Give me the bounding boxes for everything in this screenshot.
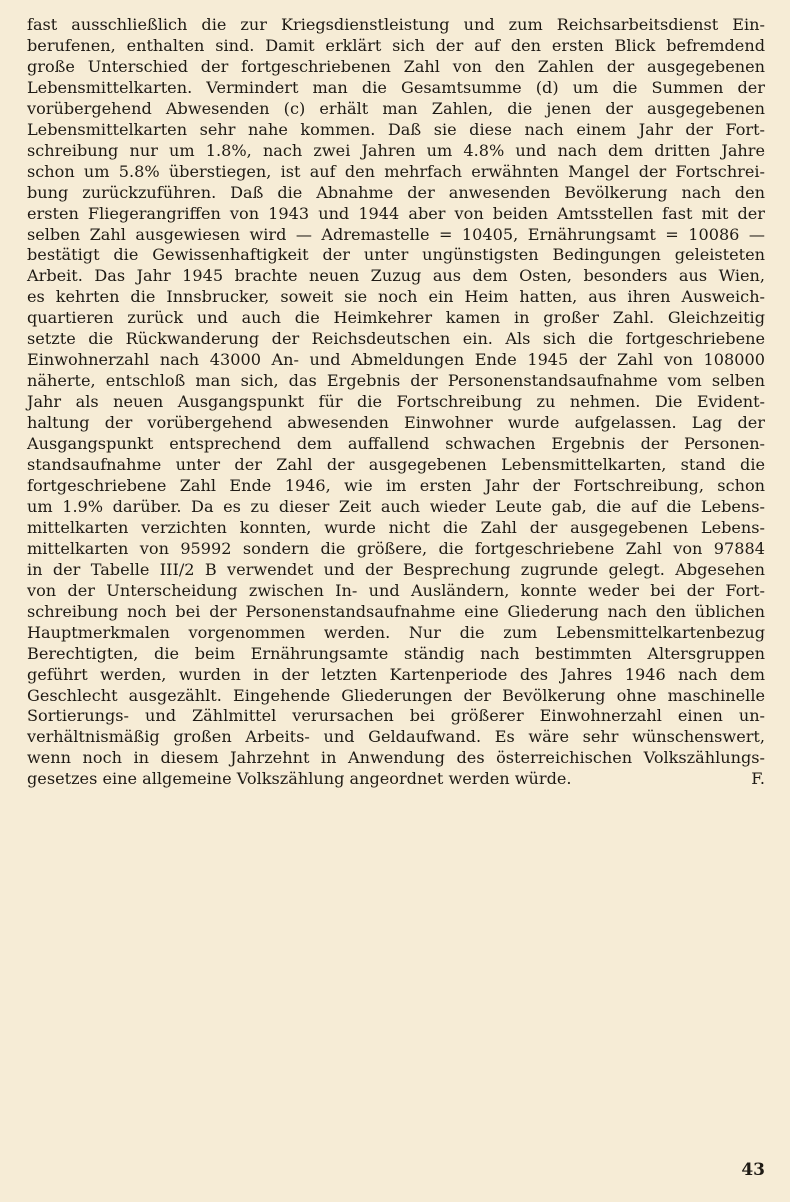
text-line: Lebensmittelkarten sehr nahe kommen. Daß sie diese nach einem Jahr der Fort-: [27, 119, 765, 139]
text-line: schreibung nur um 1.8%, nach zwei Jahren um 4.8% und nach dem dritten Jahre: [27, 140, 765, 160]
text-line: Arbeit. Das Jahr 1945 brachte neuen Zuzug aus dem Osten, besonders aus Wien,: [27, 266, 765, 286]
text-line: vorübergehend Abwesenden (c) erhält man Zahlen, die jenen der ausgegebenen: [27, 98, 765, 118]
text-line: große Unterschied der fortgeschriebenen Zahl von den Zahlen der ausgegebenen: [27, 56, 765, 76]
body-paragraph: [27, 15, 765, 790]
text-line: fast ausschließlich die zur Kriegsdienstleistung und zum Reichsarbeitsdienst Ein-: [27, 15, 765, 34]
page-number: 43: [741, 1160, 765, 1180]
text-line: schon um 5.8% überstiegen, ist auf den mehrfach erwähnten Mangel der Fortschrei-: [27, 161, 765, 181]
text-line: standsaufnahme unter der Zahl der ausgegebenen Lebensmittelkarten, stand die: [27, 455, 765, 475]
final-line: [27, 769, 765, 790]
text-line: Geschlecht ausgezählt. Eingehende Gliederungen der Bevölkerung ohne maschinelle: [27, 685, 765, 705]
text-line: fortgeschriebene Zahl Ende 1946, wie im ersten Jahr der Fortschreibung, schon: [27, 475, 765, 495]
text-line: es kehrten die Innsbrucker, soweit sie noch ein Heim hatten, aus ihren Ausweich-: [27, 287, 765, 307]
text-line: quartieren zurück und auch die Heimkehrer kamen in großer Zahl. Gleichzeitig: [27, 308, 765, 328]
text-line: Jahr als neuen Ausgangspunkt für die Fortschreibung zu nehmen. Die Evident-: [27, 392, 765, 412]
text-line: bung zurückzuführen. Daß die Abnahme der anwesenden Bevölkerung nach den: [27, 182, 765, 202]
text-line: Hauptmerkmalen vorgenommen werden. Nur die zum Lebensmittelkartenbezug: [27, 622, 765, 642]
text-line: setzte die Rückwanderung der Reichsdeutschen ein. Als sich die fortgeschriebene: [27, 329, 765, 349]
text-line: haltung der vorübergehend abwesenden Einwohner wurde aufgelassen. Lag der: [27, 413, 765, 433]
author-signature: F.: [751, 769, 765, 789]
text-line: wenn noch in diesem Jahrzehnt in Anwendung des österreichischen Volkszählungs-: [27, 748, 765, 768]
text-line: Sortierungs- und Zählmittel verursachen bei größerer Einwohnerzahl einen un-: [27, 706, 765, 726]
text-line: verhältnismäßig großen Arbeits- und Geldaufwand. Es wäre sehr wünschenswert,: [27, 727, 765, 747]
text-line: ersten Fliegerangriffen von 1943 und 1944 aber von beiden Amtsstellen fast mit der: [27, 203, 765, 223]
text-line: Einwohnerzahl nach 43000 An- und Abmeldungen Ende 1945 der Zahl von 108000: [27, 350, 765, 370]
text-line: berufenen, enthalten sind. Damit erklärt sich der auf den ersten Blick befremdend: [27, 35, 765, 55]
text-line: selben Zahl ausgewiesen wird — Adremastelle = 10405, Ernährungsamt = 10086 —: [27, 224, 765, 244]
text-line: in der Tabelle III/2 B verwendet und der Besprechung zugrunde gelegt. Abgesehen: [27, 559, 765, 579]
text-line: Berechtigten, die beim Ernährungsamte ständig nach bestimmten Altersgruppen: [27, 643, 765, 663]
text-line: um 1.9% darüber. Da es zu dieser Zeit auch wieder Leute gab, die auf die Lebens-: [27, 496, 765, 516]
closing-sentence: gesetzes eine allgemeine Volkszählung angeordnet werden würde.: [27, 769, 572, 789]
text-line: schreibung noch bei der Personenstandsaufnahme eine Gliederung nach den üblichen: [27, 601, 765, 621]
text-line: mittelkarten verzichten konnten, wurde nicht die Zahl der ausgegebenen Lebens-: [27, 517, 765, 537]
text-line: mittelkarten von 95992 sondern die größere, die fortgeschriebene Zahl von 97884: [27, 538, 765, 558]
text-line: Ausgangspunkt entsprechend dem auffallend schwachen Ergebnis der Personen-: [27, 434, 765, 454]
text-line: geführt werden, wurden in der letzten Kartenperiode des Jahres 1946 nach dem: [27, 664, 765, 684]
text-line: von der Unterscheidung zwischen In- und Ausländern, konnte weder bei der Fort-: [27, 580, 765, 600]
text-line: Lebensmittelkarten. Vermindert man die Gesamtsumme (d) um die Summen der: [27, 77, 765, 97]
text-line: näherte, entschloß man sich, das Ergebnis der Personenstandsaufnahme vom selben: [27, 371, 765, 391]
text-line: bestätigt die Gewissenhaftigkeit der unter ungünstigsten Bedingungen geleisteten: [27, 245, 765, 265]
